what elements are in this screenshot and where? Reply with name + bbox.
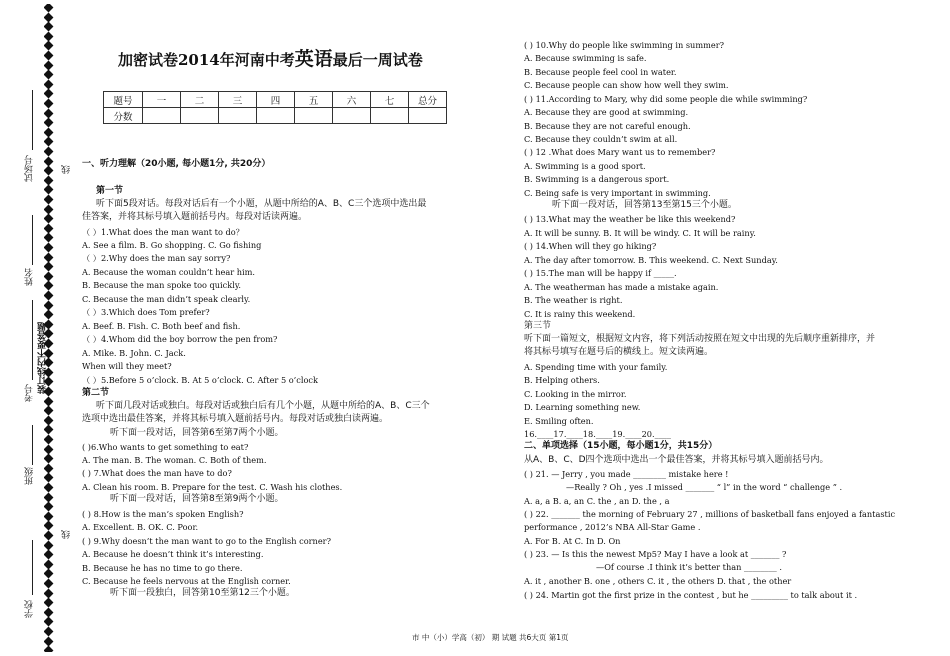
diamond-mark (44, 425, 53, 435)
diamond-mark (44, 579, 53, 589)
score-cell[interactable] (181, 108, 219, 124)
diamond-mark (44, 195, 53, 205)
diamond-mark (44, 607, 53, 617)
diamond-mark (44, 51, 53, 61)
diamond-mark (44, 127, 53, 137)
diamond-mark (44, 243, 53, 253)
score-cell[interactable] (143, 108, 181, 124)
question-line: ( ) 7.What does the man have to do? (82, 468, 232, 478)
score-cell[interactable] (219, 108, 257, 124)
option-line: A. Because the woman couldn’t hear him. (82, 267, 256, 277)
diamond-mark (44, 223, 53, 233)
diamond-mark (44, 396, 53, 406)
margin-line (32, 300, 33, 380)
score-header-cell: 五 (295, 92, 333, 108)
title-subject: 英语 (294, 48, 333, 70)
option-line: B. Because he has no time to go there. (82, 563, 243, 573)
question-line: （ ）3.Which does Tom prefer? (82, 307, 210, 317)
page-footer: 市 中（小）学高（初） 期 试题 共6大页 第1页 (412, 633, 569, 642)
score-cell[interactable] (257, 108, 295, 124)
question-line: ( ) 15.The man will be happy if _____. (524, 268, 677, 278)
score-header-cell: 一 (143, 92, 181, 108)
option-line: A. Swimming is a good sport. (524, 161, 646, 171)
exam-title (118, 44, 423, 71)
diamond-mark (44, 291, 53, 301)
question-line: ( )6.Who wants to get something to eat? (82, 442, 249, 452)
score-cell[interactable] (409, 108, 447, 124)
option-line: A. Because swimming is safe. (524, 53, 647, 63)
score-cell[interactable] (295, 108, 333, 124)
option-line: A. The weatherman has made a mistake again. (524, 282, 719, 292)
diamond-mark (44, 214, 53, 224)
diamond-mark (44, 31, 53, 41)
score-header-cell: 总分 (409, 92, 447, 108)
diamond-mark (44, 588, 53, 598)
option-line: A. Clean his room. B. Prepare for the test. C. Wash his clothes. (82, 482, 343, 492)
margin-line (32, 425, 33, 465)
diamond-mark (44, 271, 53, 281)
instruction-line: 听下面一段对话，回答第13至第15三个小题。 (552, 200, 737, 210)
question-line: ( ) 12 .What does Mary want us to remember? (524, 147, 716, 157)
diamond-mark (44, 262, 53, 272)
option-line: C. Being safe is very important in swimming. (524, 188, 711, 198)
diamond-mark (44, 559, 53, 569)
score-header-cell: 题号 (104, 92, 143, 108)
option-line: A. Beef. B. Fish. C. Both beef and fish. (82, 321, 241, 331)
diamond-mark (44, 463, 53, 473)
diamond-mark (44, 415, 53, 425)
section-heading-single-choice: 二、单项选择（15小题，每小题1分，共15分） (524, 441, 718, 451)
diamond-mark (44, 598, 53, 608)
diamond-mark (44, 156, 53, 166)
option-line: B. Because people feel cool in water. (524, 67, 677, 77)
score-table-header-row (104, 92, 447, 108)
option-line: A. For B. At C. In D. On (524, 536, 621, 546)
part-heading: 第三节 (524, 321, 552, 331)
margin-line (32, 215, 33, 265)
diamond-mark (44, 70, 53, 80)
score-header-cell: 七 (371, 92, 409, 108)
option-line: A. it , another B. one , others C. it , the others D. that , the other (524, 576, 792, 586)
diamond-mark (44, 435, 53, 445)
title-suffix: 最后一周试卷 (332, 51, 423, 69)
question-line: performance , 2012’s NBA All-Star Game . (524, 522, 701, 532)
instruction-line: 佳答案，并将其标号填入题前括号内。每段对话读两遍。 (82, 212, 308, 222)
diamond-mark (44, 4, 53, 12)
diamond-mark (44, 185, 53, 195)
diamond-mark (44, 137, 53, 147)
instruction-line: 将其标号填写在题号后的横线上。短文读两遍。 (524, 347, 714, 357)
instruction-line: 听下面5段对话。每段对话后有一个小题，从题中所给的A、B、C三个选项中选出最 (96, 199, 427, 209)
score-cell[interactable] (333, 108, 371, 124)
option-line: C. Because the man didn’t speak clearly. (82, 294, 251, 304)
option-line: A. Excellent. B. OK. C. Poor. (82, 522, 199, 532)
question-line: （ ）4.Whom did the boy borrow the pen from? (82, 334, 278, 344)
margin-label-school: 学校 (25, 600, 35, 618)
question-line: ( ) 21. — Jerry , you made ________ mistake here ! (524, 469, 729, 479)
diamond-mark (44, 22, 53, 32)
option-line: B. Because the man spoke too quickly. (82, 280, 241, 290)
diamond-mark (44, 99, 53, 109)
instruction-line: 选项中选出最佳答案，并将其标号填入题前括号内。每段对话或独白读两遍。 (82, 414, 389, 424)
diamond-mark (44, 233, 53, 243)
option-line: C. Looking in the mirror. (524, 389, 627, 399)
diamond-mark (44, 531, 53, 541)
option-line: A. Spending time with your family. (524, 362, 668, 372)
question-line: ( ) 11.According to Mary, why did some people die while swimming? (524, 94, 808, 104)
option-line: B. Because they are not careful enough. (524, 121, 691, 131)
question-line: ( ) 14.When will they go hiking? (524, 241, 657, 251)
seal-line-mark: 线 (62, 530, 72, 539)
option-line: A. Because he doesn’t think it’s interesting. (82, 549, 264, 559)
margin-label-name: 姓名 (25, 268, 35, 286)
question-line: ( ) 10.Why do people like swimming in summer? (524, 40, 725, 50)
question-line: —Really ? Oh , yes .I missed _______ “ l” in the word “ challenge ” . (566, 482, 843, 492)
diamond-mark (44, 41, 53, 51)
diamond-mark (44, 550, 53, 560)
margin-label-room: 试场号 (25, 155, 35, 182)
diamond-mark (44, 406, 53, 416)
diamond-mark (44, 483, 53, 493)
diamond-mark (44, 569, 53, 579)
option-line: B. Helping others. (524, 375, 600, 385)
question-line: （ ）2.Why does the man say sorry? (82, 253, 231, 263)
margin-line (32, 540, 33, 595)
option-line: A. Mike. B. John. C. Jack. (82, 348, 186, 358)
answer-blanks-line: 16.____17.____18.____19.____20.____ (524, 429, 671, 439)
option-line: C. Because he feels nervous at the English corner. (82, 576, 291, 586)
diamond-mark (44, 204, 53, 214)
instruction-line: 听下面几段对话或独白。每段对话或独白后有几个小题，从题中所给的A、B、C三个 (96, 401, 430, 411)
diamond-mark (44, 492, 53, 502)
option-line: A. The day after tomorrow. B. This weekend. C. Next Sunday. (524, 255, 778, 265)
diamond-mark (44, 454, 53, 464)
diamond-mark (44, 252, 53, 262)
question-line: ( ) 13.What may the weather be like this weekend? (524, 214, 736, 224)
instruction-line: 听下面一篇短文，根据短文内容，将下列活动按照在短文中出现的先后顺序重新排序，并 (524, 334, 876, 344)
seal-notice: 装订线内不要答题 (38, 322, 48, 394)
score-table (103, 91, 447, 124)
margin-label-class: 班级 (25, 467, 35, 485)
margin-line (32, 90, 33, 150)
part-heading: 第二节 (82, 388, 110, 398)
section-heading-listening: 一、听力理解（20小题, 每小题1分, 共20分） (82, 159, 271, 169)
question-line: ( ) 23. — Is this the newest Mp5? May I have a look at _______ ? (524, 549, 787, 559)
diamond-mark (44, 175, 53, 185)
option-line: C. It is rainy this weekend. (524, 309, 636, 319)
title-prefix: 加密试卷2014年河南中考 (118, 51, 295, 69)
instruction-line: 从A、B、C、D四个选项中选出一个最佳答案，并将其标号填入题前括号内。 (524, 455, 829, 465)
instruction-line: 听下面一段对话，回答第6至第7两个小题。 (110, 428, 284, 438)
diamond-mark (44, 646, 53, 652)
option-line: A. The man. B. The woman. C. Both of them. (82, 455, 267, 465)
diamond-mark (44, 118, 53, 128)
question-line: ( ) 9.Why doesn’t the man want to go to the English corner? (82, 536, 331, 546)
score-header-cell: 三 (219, 92, 257, 108)
diamond-mark (44, 540, 53, 550)
option-line: A. See a film. B. Go shopping. C. Go fishing (82, 240, 262, 250)
question-line: —Of course .I think it’s better than ________ . (596, 562, 782, 572)
diamond-mark (44, 627, 53, 637)
diamond-mark (44, 60, 53, 70)
question-line: （ ）1.What does the man want to do？ (82, 227, 244, 237)
option-line: E. Smiling often. (524, 416, 594, 426)
diamond-mark (44, 521, 53, 531)
diamond-mark (44, 300, 53, 310)
diamond-mark (44, 310, 53, 320)
diamond-mark (44, 12, 53, 22)
option-line: B. The weather is right. (524, 295, 623, 305)
seal-line-mark: 线 (62, 165, 72, 174)
option-line: D. Learning something new. (524, 402, 641, 412)
option-line: C. Because they couldn’t swim at all. (524, 134, 678, 144)
diamond-mark (44, 79, 53, 89)
diamond-mark (44, 444, 53, 454)
question-line: ( ) 24. Martin got the first prize in the contest , but he _________ to talk about it . (524, 590, 858, 600)
margin-label-id: 考号 (25, 384, 35, 402)
option-line: A. Because they are good at swimming. (524, 107, 689, 117)
option-line: （ ）5.Before 5 o’clock. B. At 5 o’clock. C. After 5 o’clock (82, 375, 318, 385)
instruction-line: 听下面一段对话，回答第8至第9两个小题。 (110, 494, 284, 504)
diamond-mark (44, 502, 53, 512)
score-header-cell: 四 (257, 92, 295, 108)
diamond-mark (44, 89, 53, 99)
question-line: ( ) 22. _______ the morning of February 27 , millions of basketball fans enjoyed a fantastic (524, 509, 896, 519)
option-line: B. Swimming is a dangerous sport. (524, 174, 670, 184)
question-line: When will they meet? (82, 361, 172, 371)
diamond-mark (44, 473, 53, 483)
diamond-mark (44, 166, 53, 176)
diamond-mark (44, 147, 53, 157)
diamond-mark (44, 617, 53, 627)
diamond-mark (44, 636, 53, 646)
diamond-mark (44, 281, 53, 291)
score-row-label: 分数 (104, 108, 143, 124)
score-cell[interactable] (371, 108, 409, 124)
instruction-line: 听下面一段独白，回答第10至第12三个小题。 (110, 588, 295, 598)
option-line: A. a, a B. a, an C. the , an D. the , a (524, 496, 670, 506)
diamond-mark (44, 108, 53, 118)
score-header-cell: 二 (181, 92, 219, 108)
diamond-mark (44, 511, 53, 521)
option-line: C. Because people can show how well they swim. (524, 80, 729, 90)
part-heading: 第一节 (96, 186, 124, 196)
question-line: ( ) 8.How is the man’s spoken English? (82, 509, 244, 519)
score-header-cell: 六 (333, 92, 371, 108)
option-line: A. It will be sunny. B. It will be windy. C. It will be rainy. (524, 228, 756, 238)
score-table-score-row (104, 108, 447, 124)
